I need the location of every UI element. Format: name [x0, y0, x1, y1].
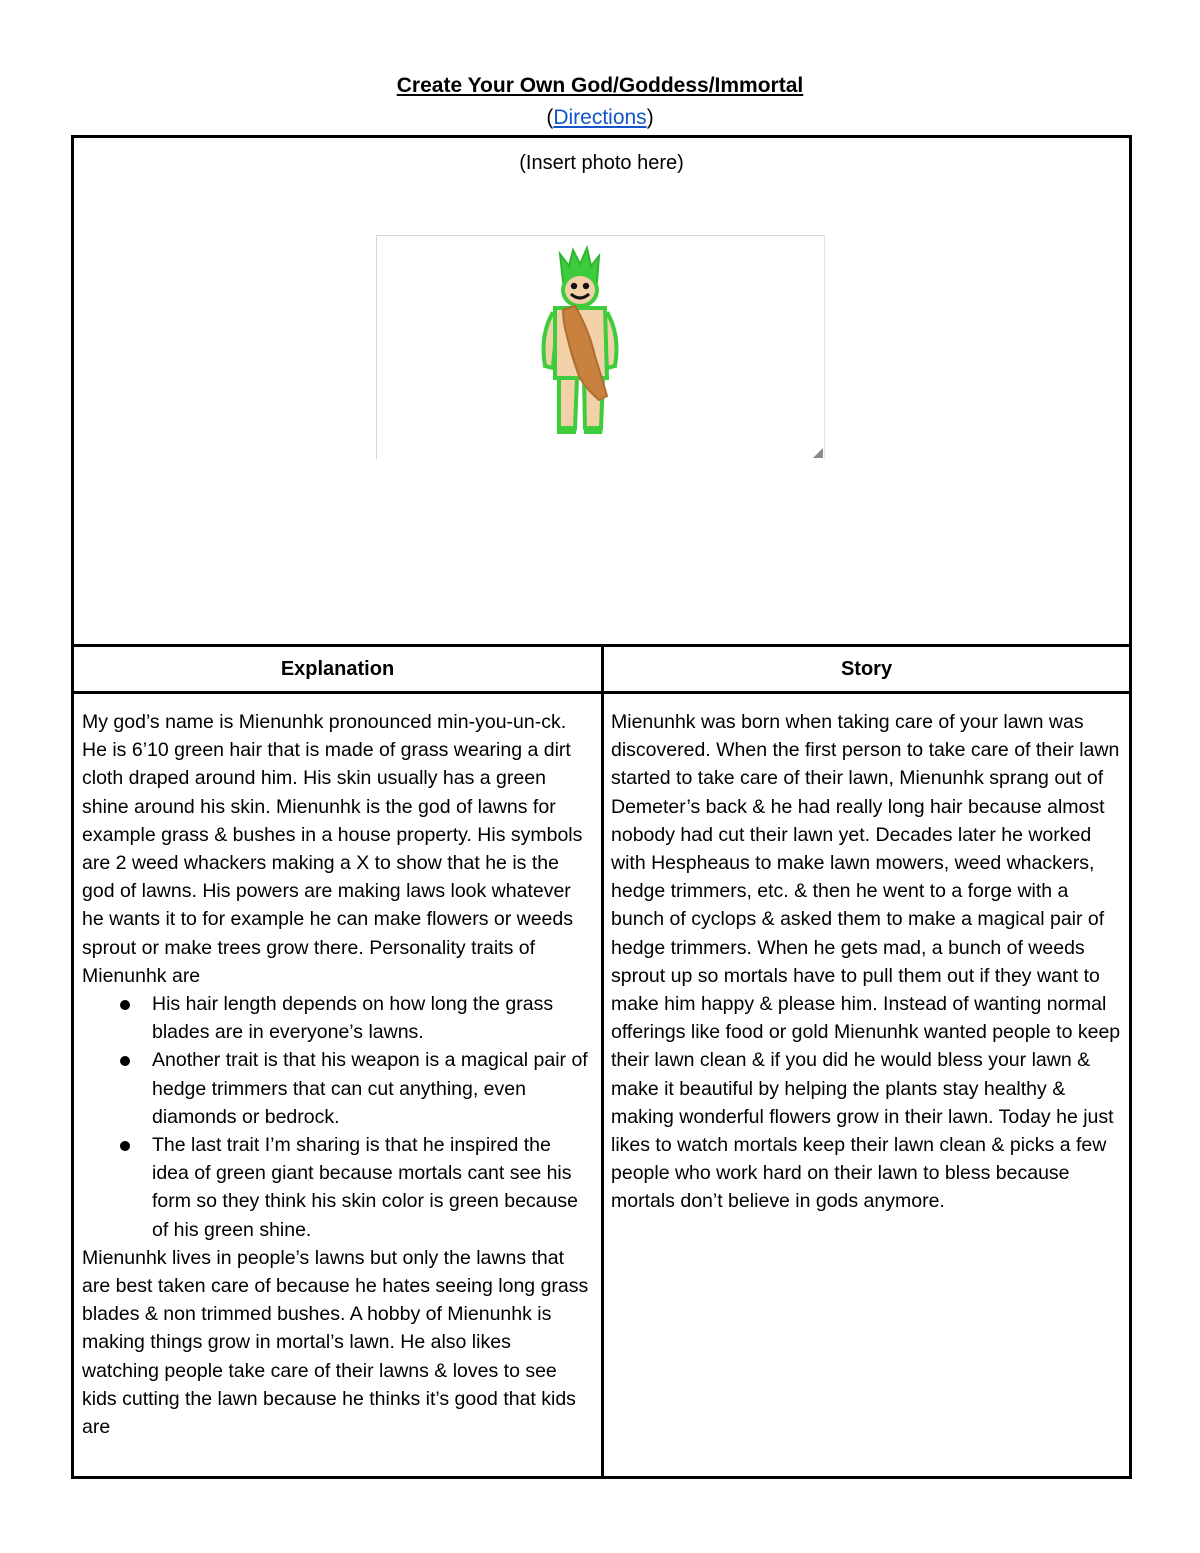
explanation-header: Explanation — [280, 658, 395, 680]
column-divider — [601, 647, 604, 1479]
left-leg — [559, 378, 577, 428]
explanation-outro: Mienunhk lives in people’s lawns but only the lawns that are best taken care of because he hates seeing long grass blades & non trimmed bushes. A hobby of Mienunhk is making things grow in mortal’s lawn. He also likes watching people take care of their lawns & loves to see kids cutting the lawn because he thinks it’s good that kids are — [82, 1246, 589, 1439]
directions-line — [0, 106, 1200, 130]
left-eye — [571, 283, 577, 289]
right-eye — [583, 283, 589, 289]
photo-caption: (Insert photo here) — [519, 152, 684, 174]
right-foot — [584, 426, 603, 434]
traits-list — [82, 990, 592, 1244]
left-foot — [557, 426, 577, 434]
story-cell — [611, 708, 1121, 1216]
paren-close: ) — [646, 106, 654, 129]
head — [563, 274, 597, 306]
directions-link[interactable]: Directions — [553, 106, 647, 129]
paren-open: ( — [546, 106, 554, 129]
story-header: Story — [840, 658, 893, 680]
trait-item: The last trait I’m sharing is that he inspired the idea of green giant because mortals cant see his form so they think his skin color is green because of his green shine. — [152, 1131, 592, 1244]
explanation-cell — [82, 708, 592, 1441]
god-table — [71, 135, 1132, 1479]
page-title: Create Your Own God/Goddess/Immortal — [396, 74, 804, 97]
story-text: Mienunhk was born when taking care of your lawn was discovered. When the first person to take care of their lawn started to take care of their lawn, Mienunhk sprang out of Demeter’s back & he had really long hair because almost nobody had cut their lawn yet. Decades later he worked with Hespheaus to make lawn mowers, weed whackers, hedge trimmers, etc. & then he went to a forge with a bunch of cyclops & asked them to make a magical pair of hedge trimmers. When he gets mad, a bunch of weeds sprout up so mortals have to pull them out if they want to make him happy & please him. Instead of wanting normal offerings like food or gold Mienunhk wanted people to keep their lawn clean & if you did he would bless your lawn & make it beautiful by helping the plants stay healthy & making wonderful flowers grow in their lawn. Today he just likes to watch mortals keep their lawn clean & picks a few people who work hard on their lawn to bless because mortals don’t believe in gods anymore. — [611, 711, 1121, 1213]
photo-cell — [74, 138, 1129, 647]
resize-handle-icon[interactable] — [813, 448, 823, 458]
explanation-intro: My god’s name is Mienunhk pronounced min-you-un-ck. He is 6’10 green hair that is made of grass wearing a dirt cloth draped around him. His skin usually has a green shine around his skin. Mienunhk is the god of lawns for example grass & bushes in a house property. His symbols are 2 weed whackers making a X to show that he is the god of lawns. His powers are making laws look whatever he wants it to for example he can make flowers or weeds sprout or make trees grow there. Personality traits of Mienunhk are — [82, 711, 583, 987]
trait-item: His hair length depends on how long the grass blades are in everyone’s lawns. — [152, 990, 592, 1046]
trait-item: Another trait is that his weapon is a magical pair of hedge trimmers that can cut anything, even diamonds or bedrock. — [152, 1046, 592, 1131]
god-drawing[interactable] — [376, 235, 825, 459]
god-drawing-svg — [377, 236, 826, 460]
